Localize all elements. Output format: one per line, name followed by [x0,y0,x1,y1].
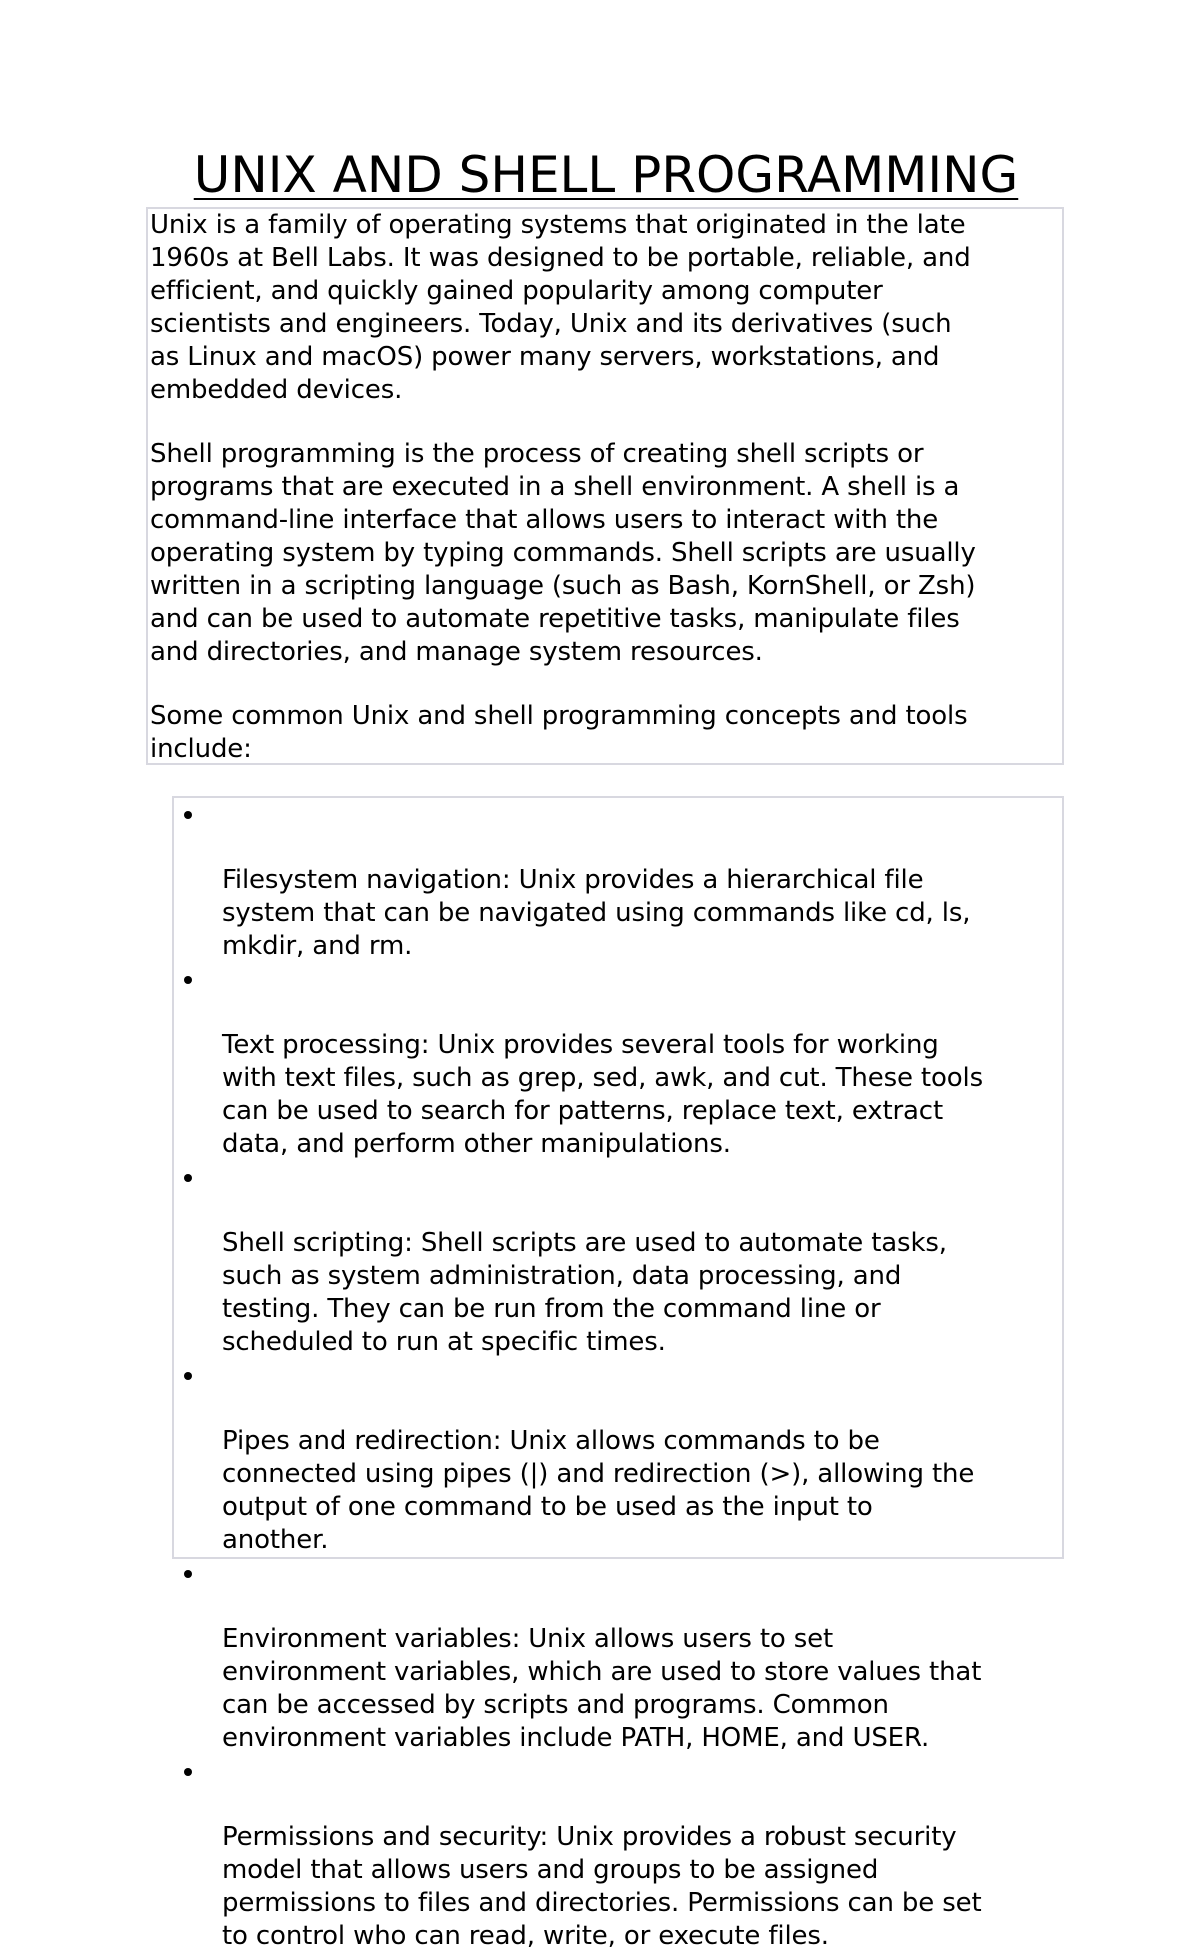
list-item-permissions-security [174,1755,1062,1953]
list-item-pipes-redirection [174,1359,1062,1557]
bullet-icon [184,1570,192,1578]
list-item-text: Environment variables: Unix allows users to set environment variables, which are used to store values that can be accessed by scripts and programs. Common environment variables include PATH, HOME, and USER. [222,1624,982,1753]
bullet-icon [184,1768,192,1776]
bullet-icon [184,811,192,819]
list-item-environment-variables [174,1557,1062,1755]
list-item-text: Filesystem navigation: Unix provides a hierarchical file system that can be navigated using commands like cd, ls, mkdir, and rm. [222,865,971,961]
bullet-icon [184,1372,192,1380]
list-item-filesystem-navigation [174,798,1062,963]
concepts-list-box [172,796,1064,1951]
list-item-text: Pipes and redirection: Unix allows commands to be connected using pipes (|) and redirection (>), allowing the output of one command to be used as the input to another. [222,1426,975,1555]
bullet-icon [184,1174,192,1182]
list-item-text-processing [174,963,1062,1161]
intro-text-box [146,207,1064,765]
list-item-text: Text processing: Unix provides several tools for working with text files, such as grep, sed, awk, and cut. These tools can be used to search for patterns, replace text, extract data, and perform other manipulations. [222,1030,983,1159]
list-item-text: Shell scripting: Shell scripts are used to automate tasks, such as system administration, data processing, and testing. They can be run from the command line or scheduled to run at specific times. [222,1228,947,1357]
paragraph-concepts-intro: Some common Unix and shell programming concepts and tools include: [150,701,968,764]
page-title: UNIX AND SHELL PROGRAMMING [193,146,1019,204]
bullet-icon [184,976,192,984]
concepts-list [174,798,1062,1953]
paragraph-unix-intro: Unix is a family of operating systems that originated in the late 1960s at Bell Labs. It was designed to be portable, reliable, and efficient, and quickly gained popularity among computer scientists and engineers. Today, Unix and its derivatives (such as Linux and macOS) power many servers, workstations, and embedded devices. [150,210,971,405]
paragraph-shell-programming: Shell programming is the process of creating shell scripts or programs that are executed in a shell environment. A shell is a command-line interface that allows users to interact with the operating system by typing commands. Shell scripts are usually written in a scripting language (such as Bash, KornShell, or Zsh) and can be used to automate repetitive tasks, manipulate files and directories, and manage system resources. [150,439,976,667]
list-item-text: Permissions and security: Unix provides a robust security model that allows users and groups to be assigned permissions to files and directories. Permissions can be set to control who can read, write, or execute files. [222,1822,982,1951]
list-item-shell-scripting [174,1161,1062,1359]
